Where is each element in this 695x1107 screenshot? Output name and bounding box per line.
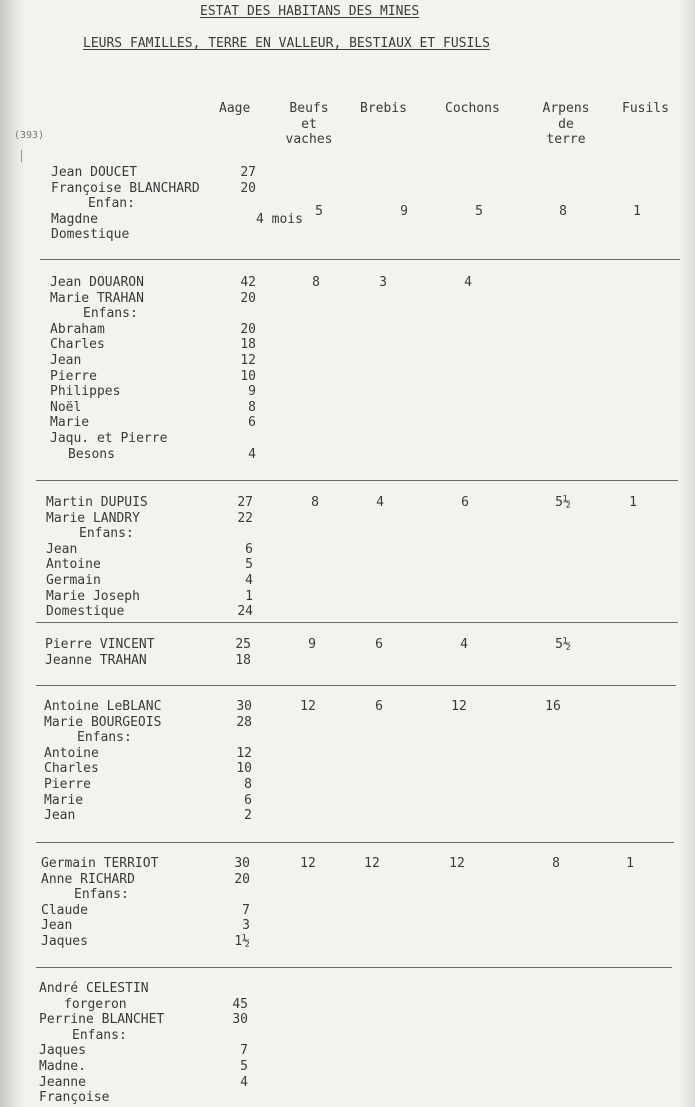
person-age: 18 [235,652,251,668]
family-separator [40,259,680,260]
cochons-value: 12 [451,699,467,714]
person-name: Jeanne [39,1074,86,1090]
page-title: ESTAT DES HABITANS DES MINES [200,4,420,19]
brebis-value: 6 [375,637,383,652]
arpens-value: 5½ [555,495,571,510]
person-age: 20 [240,321,256,337]
column-header-arpens: Arpens de terre [542,101,590,148]
beufs-value: 12 [300,856,316,871]
person-name: Abraham [50,321,105,337]
person-name: Pierre VINCENT [45,637,155,652]
person-name: Pierre [50,368,97,384]
person-age: 4 mois [256,211,303,227]
person-age: 7 [242,902,250,918]
person-age: 7 [240,1043,248,1059]
person-age: 4 [248,446,256,462]
person-name: Anne RICHARD [41,871,135,887]
arpens-value: 5½ [555,637,571,652]
person-name: Philippes [50,384,121,400]
person-name: Marie [44,792,84,808]
person-age: 6 [245,541,253,557]
person-name: Enfans: [77,730,132,746]
fusils-value: 1 [626,856,634,871]
person-name: Besons [68,446,115,462]
family-separator [36,622,678,623]
person-name: Charles [50,337,105,353]
family-separator [36,842,674,843]
person-age: 27 [237,495,253,510]
column-header-brebis: Brebis [360,101,407,116]
person-name: Jean [46,541,78,557]
brebis-value: 4 [376,495,384,510]
person-name: Charles [44,761,99,777]
person-age: 10 [240,368,256,384]
person-name: Magdne [51,211,98,227]
person-name: Domestique [51,227,130,243]
margin-note: (393) [14,130,45,141]
person-name: Françoise BLANCHARD [51,180,200,196]
person-name: Antoine [44,745,99,761]
person-name: Antoine LeBLANC [44,699,162,714]
brebis-value: 6 [375,699,383,714]
person-age: 20 [240,180,256,196]
person-age: 30 [234,856,250,871]
cochons-value: 6 [461,495,469,510]
beufs-value: 8 [312,275,320,290]
person-age: 9 [248,384,256,400]
person-age: 30 [232,1012,248,1028]
person-name: Jaques [41,934,88,949]
person-age: 20 [234,871,250,887]
person-name: Noël [50,399,82,415]
column-header-fusils: Fusils [622,101,669,116]
person-name: Jean [50,353,82,368]
person-name: Enfans: [83,306,138,322]
beufs-value: 5 [315,204,323,219]
person-name: Jaques [39,1043,86,1059]
person-name: Enfans: [79,526,134,542]
person-age: 8 [244,777,252,792]
arpens-value: 8 [552,856,560,871]
person-age: 5 [240,1059,248,1074]
beufs-value: 8 [311,495,319,510]
person-age: 5 [245,557,253,573]
person-age: 25 [235,637,251,652]
person-age: 6 [244,792,252,808]
arpens-value: 8 [559,204,567,219]
fusils-value: 1 [633,204,641,219]
person-age: 24 [237,604,253,620]
person-age: 45 [232,996,248,1012]
cochons-value: 12 [449,856,465,871]
arpens-value: 16 [545,699,561,714]
column-header-aage: Aage [219,101,251,116]
person-age: 22 [237,510,253,526]
brebis-value: 3 [379,275,387,290]
person-name: Germain [46,573,101,588]
person-name: Jean [41,918,73,934]
person-age: 6 [248,415,256,431]
person-name: Claude [41,902,88,918]
person-age: 2 [244,808,252,824]
person-age: 18 [240,337,256,353]
person-name: Perrine BLANCHET [39,1012,165,1028]
page-edge-shadow [679,0,695,1107]
page-binding-shadow [0,0,26,1107]
family-separator [36,967,672,968]
beufs-value: 12 [300,699,316,714]
person-name: Enfan: [88,196,135,212]
person-name: Françoise [39,1090,110,1106]
person-name: Jean [44,808,76,824]
person-name: Germain TERRIOT [41,856,159,871]
fusils-value: 1 [629,495,637,510]
person-name: Marie Joseph [46,588,140,604]
person-name: Enfans: [74,887,129,903]
person-age: 3 [242,918,250,934]
person-age: 28 [236,714,252,730]
person-age: 12 [240,353,256,368]
person-name: Enfans: [72,1027,127,1043]
person-age: 20 [240,290,256,306]
person-name: Jeanne TRAHAN [45,652,147,668]
person-name: Antoine [46,557,101,573]
column-header-cochons: Cochons [445,101,500,116]
person-name: Jaqu. et Pierre [50,431,168,446]
margin-tick [21,150,22,162]
family-separator [36,685,676,686]
person-name: forgeron [64,996,127,1012]
person-name: Marie LANDRY [46,510,140,526]
person-name: Marie TRAHAN [50,290,144,306]
person-age: 1½ [234,934,250,949]
brebis-value: 12 [364,856,380,871]
person-name: Jean DOUCET [51,165,138,180]
person-age: 42 [240,275,256,290]
person-age: 1 [245,588,253,604]
person-name: Jean DOUARON [50,275,144,290]
family-separator [36,480,678,481]
brebis-value: 9 [400,204,408,219]
person-age: 27 [240,165,256,180]
person-name: Marie BOURGEOIS [44,714,162,730]
cochons-value: 4 [464,275,472,290]
person-age: 30 [236,699,252,714]
beufs-value: 9 [308,637,316,652]
page-subtitle: LEURS FAMILLES, TERRE EN VALLEUR, BESTIAUX ET FUSILS [83,36,490,51]
column-header-beufs: Beufs et vaches [285,101,333,148]
person-name: Pierre [44,777,91,792]
cochons-value: 4 [460,637,468,652]
person-name: Domestique [46,604,125,620]
person-name: Martin DUPUIS [46,495,148,510]
person-age: 10 [236,761,252,777]
person-age: 12 [236,745,252,761]
person-name: Madne. [39,1059,86,1074]
person-age: 8 [248,399,256,415]
person-age: 4 [240,1074,248,1090]
cochons-value: 5 [475,204,483,219]
person-name: Marie [50,415,90,431]
person-age: 4 [245,573,253,588]
person-name: André CELESTIN [39,981,149,996]
